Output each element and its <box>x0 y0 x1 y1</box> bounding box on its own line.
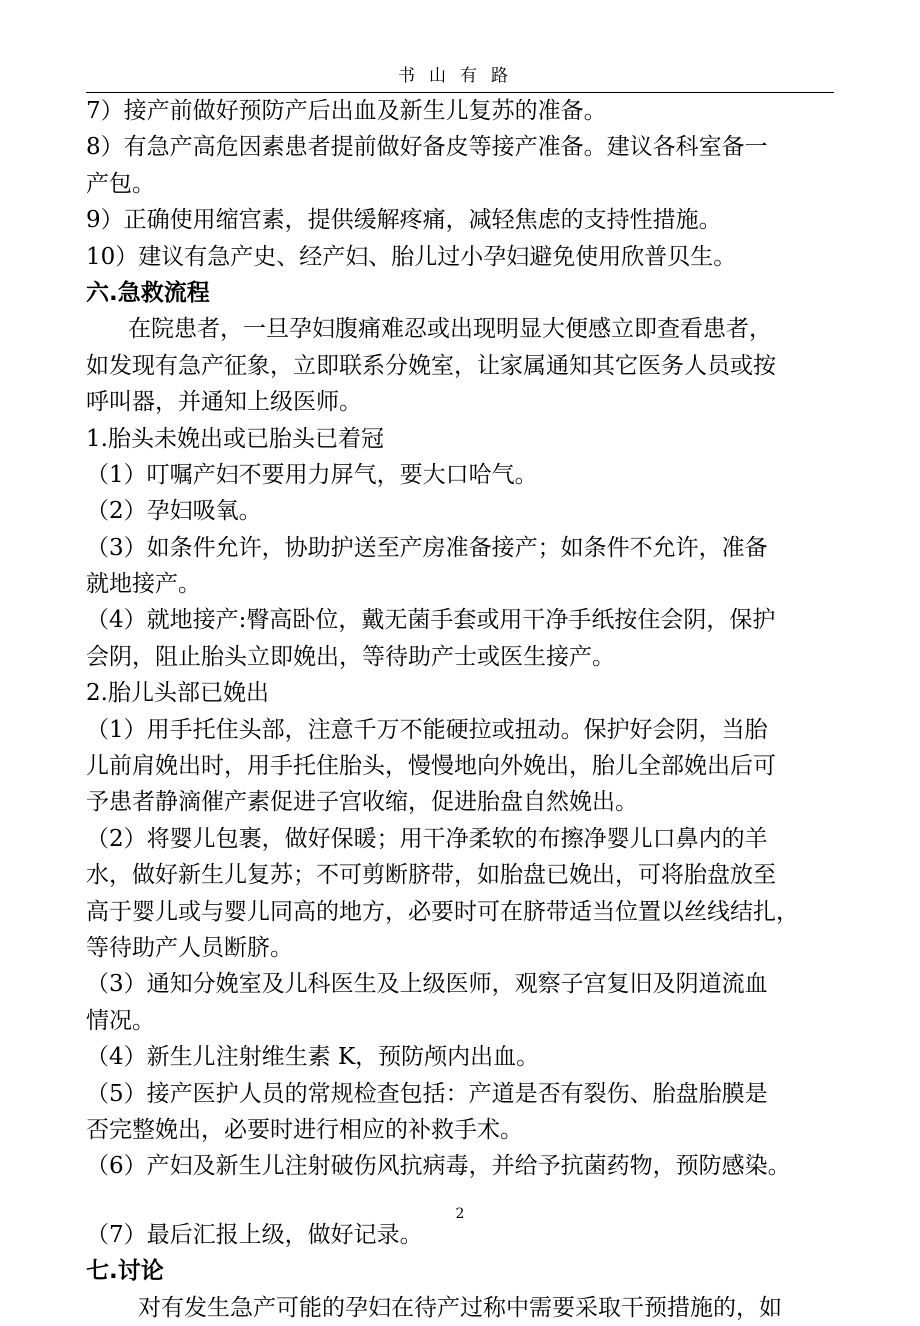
paragraph-line: 对有发生急产可能的孕妇在待产过称中需要采取干预措施的，如 <box>138 1294 782 1321</box>
paragraph-line: 呼叫器，并通知上级医师。 <box>86 389 362 416</box>
list-item: （5）接产医护人员的常规检查包括：产道是否有裂伤、胎盘胎膜是 <box>86 1080 768 1107</box>
list-item: 予患者静滴催产素促进子宫收缩，促进胎盘自然娩出。 <box>86 789 638 816</box>
list-item: 等待助产人员断脐。 <box>86 934 293 961</box>
paragraph-line: 如发现有急产征象，立即联系分娩室，让家属通知其它医务人员或按 <box>86 352 776 379</box>
header-title: 书山有路 <box>398 66 522 86</box>
page-header <box>86 62 834 93</box>
list-item: （2）孕妇吸氧。 <box>86 498 262 525</box>
list-item: （3）如条件允许，协助护送至产房准备接产；如条件不允许，准备 <box>86 534 768 561</box>
list-item: 儿前肩娩出时，用手托住胎头，慢慢地向外娩出，胎儿全部娩出后可 <box>86 753 776 780</box>
list-item: （7）最后汇报上级，做好记录。 <box>86 1221 423 1248</box>
list-item: （6）产妇及新生儿注射破伤风抗病毒，并给予抗菌药物，预防感染。 <box>86 1153 791 1180</box>
text-line: 10）建议有急产史、经产妇、胎儿过小孕妇避免使用欣普贝生。 <box>86 243 737 270</box>
list-item: （4）新生儿注射维生素 K，预防颅内出血。 <box>86 1044 540 1071</box>
list-item: （4）就地接产:臀高卧位，戴无菌手套或用干净手纸按住会阴，保护 <box>86 607 776 634</box>
text-line: 9）正确使用缩宫素，提供缓解疼痛，减轻焦虑的支持性措施。 <box>86 207 722 234</box>
list-item: （3）通知分娩室及儿科医生及上级医师，观察子宫复旧及阴道流血 <box>86 971 768 998</box>
document-body <box>86 93 838 1326</box>
text-line: 8）有急产高危因素患者提前做好备皮等接产准备。建议各科室备一 <box>86 134 768 161</box>
list-item: （1）叮嘱产妇不要用力屏气，要大口哈气。 <box>86 461 538 488</box>
paragraph-line: 在院患者，一旦孕妇腹痛难忍或出现明显大便感立即查看患者， <box>128 316 772 343</box>
text-line: 产包。 <box>86 170 155 197</box>
section-heading-discussion: 七.讨论 <box>86 1258 164 1285</box>
list-item: 会阴，阻止胎头立即娩出，等待助产士或医生接产。 <box>86 643 615 670</box>
subsection-title: 2.胎儿头部已娩出 <box>86 680 269 707</box>
list-item: 就地接产。 <box>86 571 201 598</box>
list-item: 情况。 <box>86 1007 155 1034</box>
subsection-title: 1.胎头未娩出或已胎头已着冠 <box>86 425 384 452</box>
list-item: （2）将婴儿包裹，做好保暖；用干净柔软的布擦净婴儿口鼻内的羊 <box>86 825 768 852</box>
section-heading-emergency-process: 六.急救流程 <box>86 279 210 306</box>
list-item: （1）用手托住头部，注意千万不能硬拉或扭动。保护好会阴，当胎 <box>86 716 768 743</box>
page-number: 2 <box>455 1206 465 1222</box>
list-item: 水，做好新生儿复苏；不可剪断脐带，如胎盘已娩出，可将胎盘放至 <box>86 862 776 889</box>
text-line: 7）接产前做好预防产后出血及新生儿复苏的准备。 <box>86 98 607 124</box>
list-item: 高于婴儿或与婴儿同高的地方，必要时可在脐带适当位置以丝线结扎， <box>86 898 799 925</box>
list-item: 否完整娩出，必要时进行相应的补救手术。 <box>86 1116 523 1143</box>
